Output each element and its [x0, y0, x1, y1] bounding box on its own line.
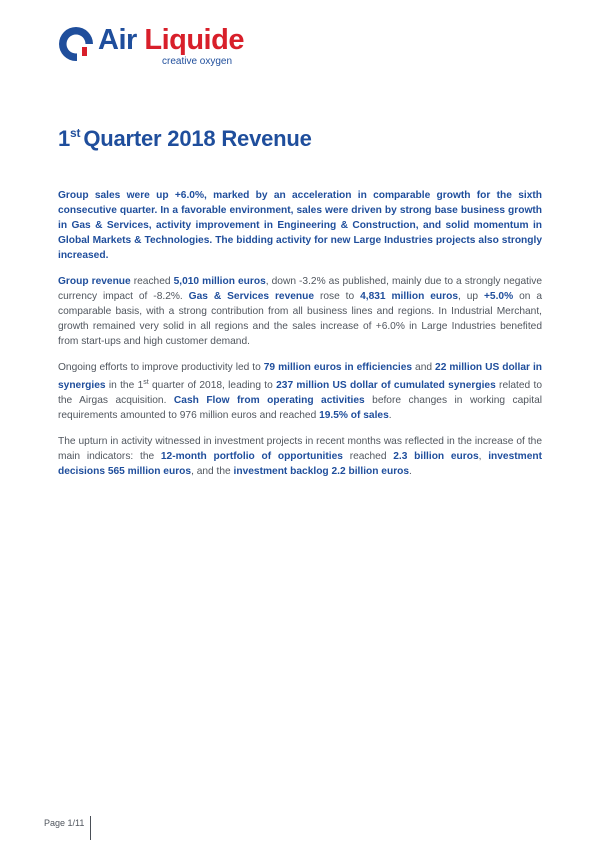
page-title: 1st Quarter 2018 Revenue: [58, 126, 312, 151]
page-number: Page 1/11: [44, 818, 85, 828]
air-liquide-logo-icon: [58, 26, 94, 62]
lead-paragraph: Group sales were up +6.0%, marked by an acceleration in comparable growth for the sixth consecutive quarter. In a favorable environment, sales were driven by strong base business growth in Gas & Services, activity improvement in Engineering & Construction, and solid momentum in Global Markets & Technologies. The bidding activity for new Large Industries projects also strongly increased.: [58, 190, 542, 261]
logo-tagline: creative oxygen: [162, 56, 233, 67]
logo-wordmark: Air Liquide: [98, 24, 244, 56]
investment-paragraph: The upturn in activity witnessed in investment projects in recent months was reflected in the increase of the main indicators: the 12-month portfolio of opportunities reached 2.3 billion euros, investment decisions 565 million euros, and the investment backlog 2.2 billion euros.: [58, 436, 542, 477]
revenue-paragraph: Group revenue reached 5,010 million euros, down -3.2% as published, mainly due to a strongly negative currency impact of -8.2%. Gas & Services revenue rose to 4,831 million euros, up +5.0% on a comparable basis, with a strong contribution from all business lines and regions. In Industrial Merchant, growth remained very solid in all regions and the sales increase of +6.0% in Large Industries benefited from start-ups and high customer demand.: [58, 276, 542, 347]
body-content: [58, 188, 542, 490]
efficiency-paragraph: Ongoing efforts to improve productivity led to 79 million euros in efficiencies and 22 million US dollar in synergies in the 1st quarter of 2018, leading to 237 million US dollar of cumulated synergies related to the Airgas acquisition. Cash Flow from operating activities before changes in working capital requirements amounted to 976 million euros and reached 19.5% of sales.: [58, 362, 542, 421]
footer-divider: [90, 816, 91, 840]
air-liquide-logo: [58, 26, 258, 70]
